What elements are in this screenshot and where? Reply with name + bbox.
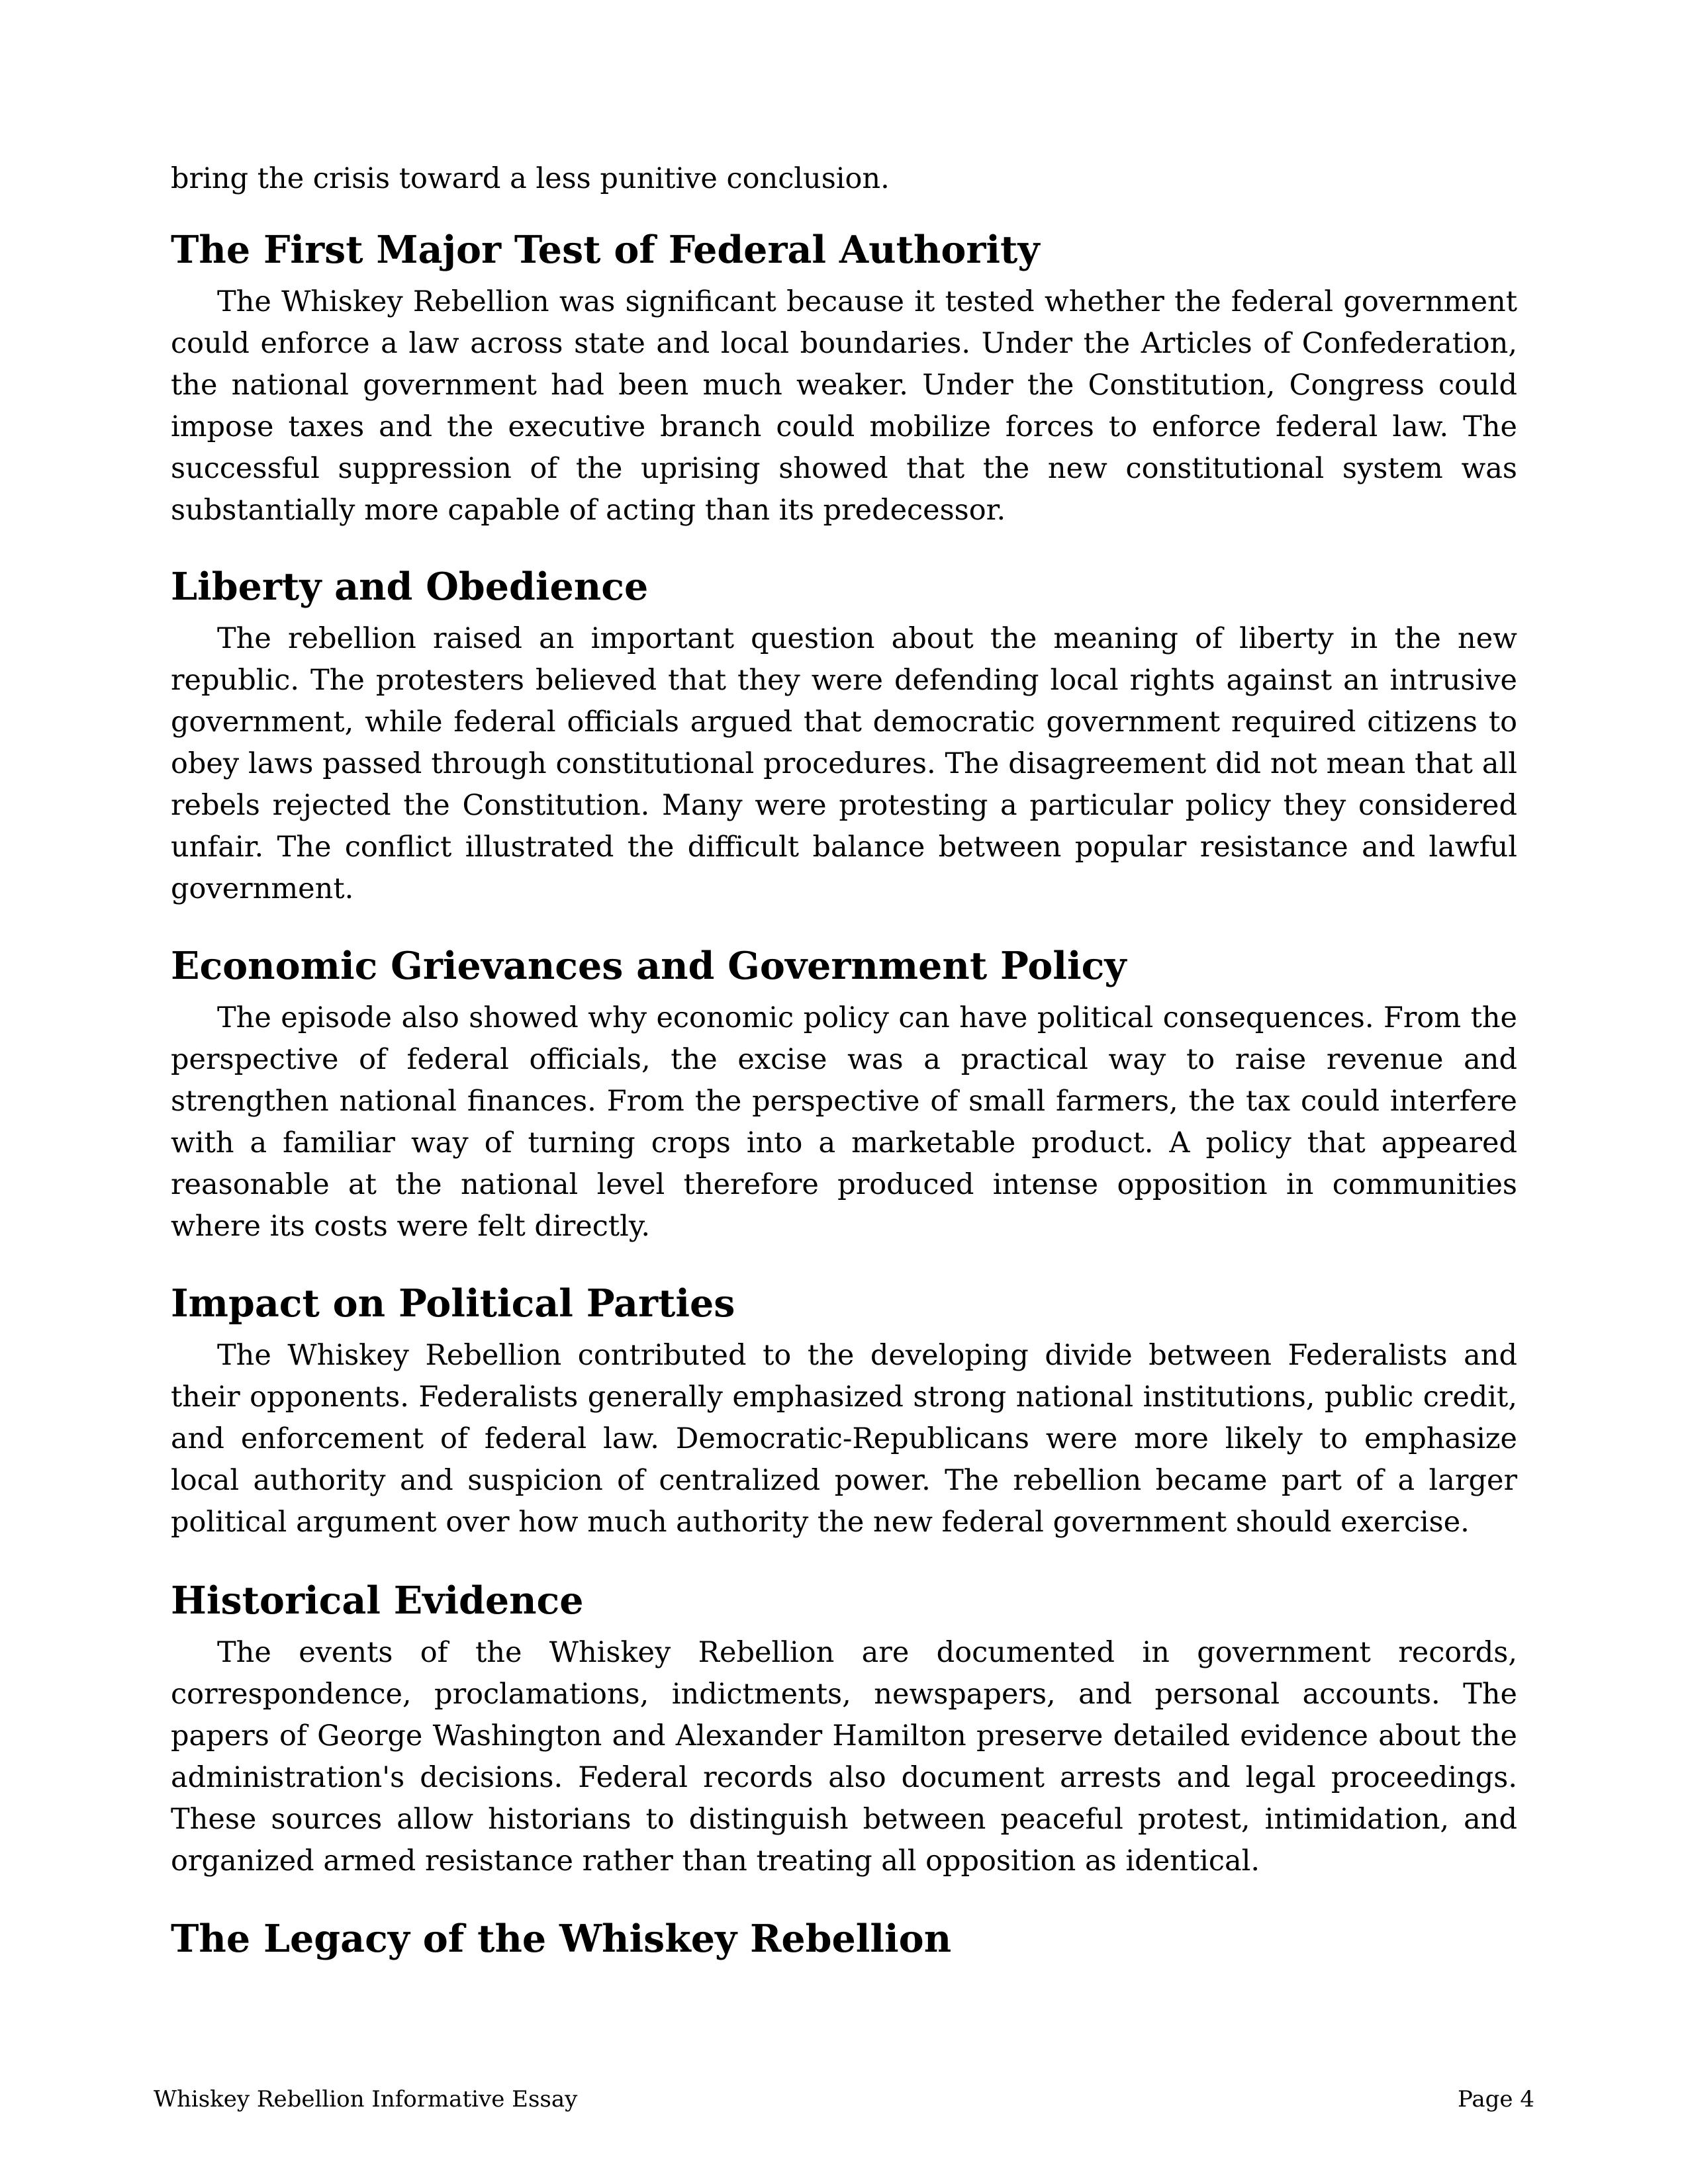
section-liberty-obedience (171, 563, 1517, 910)
section-paragraph: The Whiskey Rebellion contributed to the developing divide between Federalists and their opponents. Federalists generally emphasized strong national institutions, public credit, and enforcement of federal law. Democratic-Republicans were more likely to emphasize local authority and suspicion of centralized power. The rebellion became part of a larger political argument over how much authority the new federal government should exercise. (171, 1339, 1517, 1539)
section-economic-grievances (171, 942, 1517, 1248)
section-heading: Impact on Political Parties (171, 1281, 735, 1326)
section-historical-evidence (171, 1576, 1517, 1882)
section-paragraph: The episode also showed why economic policy can have political consequences. From the perspective of federal officials, the excise was a practical way to raise revenue and strengthen national finances. From the perspective of small farmers, the tax could interfere with a familiar way of turning crops into a marketable product. A policy that appeared reasonable at the national level therefore produced intense opposition in communities where its costs were felt directly. (171, 1001, 1517, 1243)
section-paragraph: The events of the Whiskey Rebellion are documented in government records, correspondence, proclamations, indictments, newspapers, and personal accounts. The papers of George Washington and Alexander Hamilton preserve detailed evidence about the administration's decisions. Federal records also document arrests and legal proceedings. These sources allow historians to distinguish between peaceful protest, intimidation, and organized armed resistance rather than treating all opposition as identical. (171, 1636, 1517, 1878)
section-legacy (171, 1915, 1517, 1964)
section-federal-authority (171, 226, 1517, 531)
section-paragraph: The rebellion raised an important question about the meaning of liberty in the new republic. The protesters believed that they were defending local rights against an intrusive government, while federal officials argued that democratic government required citizens to obey laws passed through constitutional procedures. The disagreement did not mean that all rebels rejected the Constitution. Many were protesting a particular policy they considered unfair. The conflict illustrated the difficult balance between popular resistance and lawful government. (171, 622, 1517, 905)
section-heading: The First Major Test of Federal Authority (171, 228, 1040, 272)
section-heading: Economic Grievances and Government Policy (171, 944, 1127, 988)
section-paragraph: The Whiskey Rebellion was significant because it tested whether the federal government could enforce a law across state and local boundaries. Under the Articles of Confederation, the national government had been much weaker. Under the Constitution, Congress could impose taxes and the executive branch could mobilize forces to enforce federal law. The successful suppression of the uprising showed that the new constitutional system was substantially more capable of acting than its predecessor. (171, 285, 1517, 527)
continued-paragraph: bring the crisis toward a less punitive conclusion. (171, 162, 890, 195)
footer-page-number: Page 4 (1458, 2086, 1534, 2113)
section-political-parties (171, 1279, 1517, 1543)
section-heading: Liberty and Obedience (171, 565, 649, 609)
footer-document-title: Whiskey Rebellion Informative Essay (154, 2086, 578, 2113)
section-heading: Historical Evidence (171, 1578, 584, 1623)
section-heading: The Legacy of the Whiskey Rebellion (171, 1917, 952, 1961)
